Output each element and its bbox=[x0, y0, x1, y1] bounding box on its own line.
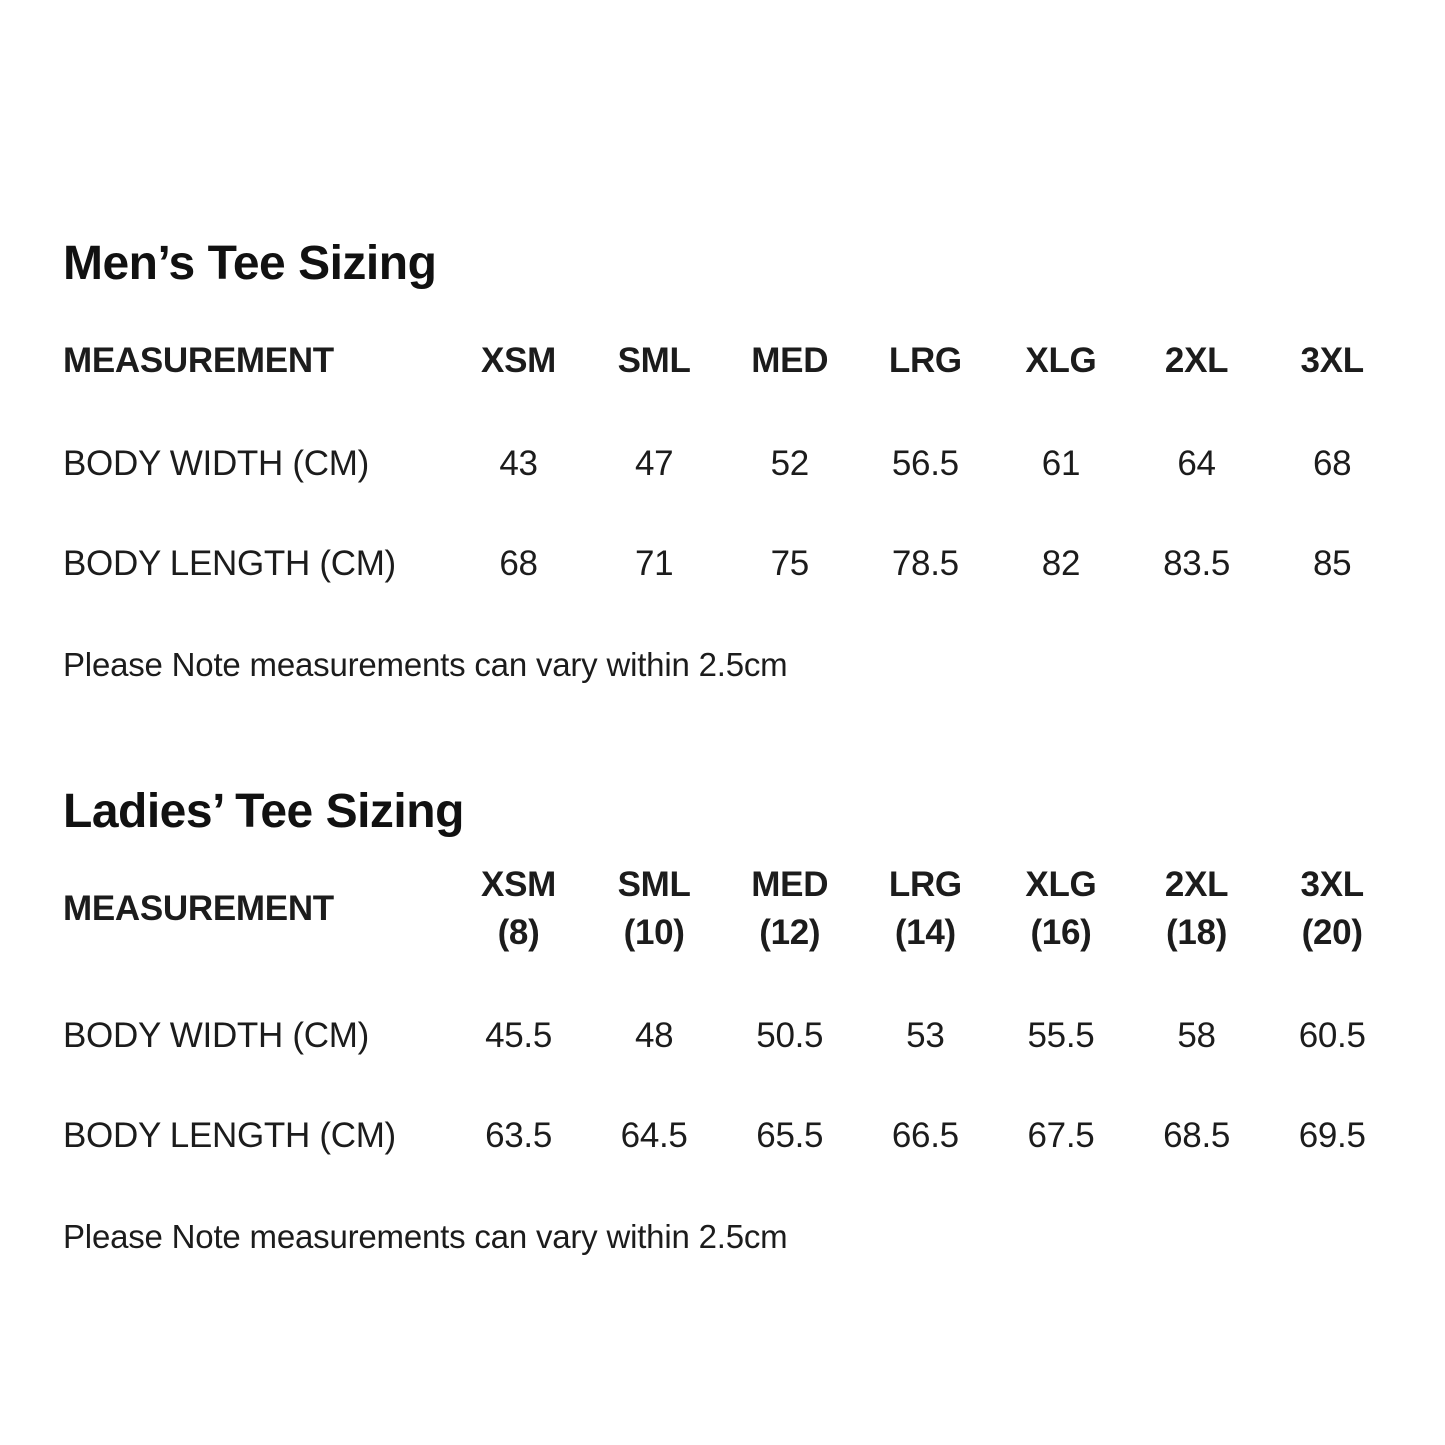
size-value: 47 bbox=[634, 444, 674, 484]
mens-size-header-lrg: LRG bbox=[888, 341, 962, 380]
ladies-note-text: Please Note measurements can vary within 2.5cm bbox=[63, 1217, 788, 1255]
ladies-size-header-xlg bbox=[993, 861, 1129, 986]
size-label: 3XL bbox=[1300, 865, 1364, 905]
size-value: 52 bbox=[770, 444, 809, 484]
ladies-size-header-2xl bbox=[1129, 861, 1265, 986]
size-value: 68 bbox=[499, 544, 538, 584]
ladies-body-width-row bbox=[63, 986, 1400, 1086]
mens-body-width-row bbox=[63, 414, 1400, 514]
ladies-size-header-xsm bbox=[451, 861, 587, 986]
size-value: 69.5 bbox=[1298, 1115, 1366, 1155]
mens-sizing-title: Men’s Tee Sizing bbox=[63, 237, 437, 290]
mens-size-header-xlg: XLG bbox=[1025, 341, 1097, 380]
size-value: 53 bbox=[906, 1015, 945, 1055]
size-value: 65.5 bbox=[756, 1115, 824, 1155]
size-value: 55.5 bbox=[1027, 1015, 1095, 1055]
size-value: 45.5 bbox=[485, 1015, 552, 1055]
size-value: 64 bbox=[1177, 444, 1216, 484]
mens-size-header-xsm: XSM bbox=[481, 341, 556, 380]
mens-size-header-3xl: 3XL bbox=[1300, 341, 1364, 380]
size-label: LRG bbox=[888, 865, 962, 905]
ladies-size-header-lrg bbox=[858, 861, 994, 986]
size-label: SML bbox=[617, 865, 691, 905]
mens-size-header-med: MED bbox=[751, 341, 829, 380]
size-value: 68 bbox=[1313, 444, 1352, 484]
ladies-sizing-title: Ladies’ Tee Sizing bbox=[63, 785, 464, 839]
size-sub-label: (12) bbox=[759, 912, 821, 952]
row-label: BODY WIDTH (CM) bbox=[63, 1015, 369, 1055]
ladies-header-row bbox=[63, 861, 1400, 986]
size-label: 2XL bbox=[1164, 865, 1229, 905]
size-value: 83.5 bbox=[1163, 544, 1231, 584]
ladies-size-header-sml bbox=[586, 861, 722, 986]
size-value: 58 bbox=[1177, 1015, 1216, 1055]
row-label: BODY WIDTH (CM) bbox=[63, 444, 369, 484]
ladies-measurement-header: MEASUREMENT bbox=[63, 888, 334, 928]
size-value: 61 bbox=[1041, 444, 1081, 484]
ladies-size-header-3xl bbox=[1264, 861, 1400, 986]
size-sub-label: (14) bbox=[894, 912, 956, 952]
size-value: 71 bbox=[634, 544, 674, 584]
size-value: 56.5 bbox=[891, 444, 959, 484]
size-value: 66.5 bbox=[891, 1115, 959, 1155]
mens-body-length-row bbox=[63, 514, 1400, 614]
size-value: 63.5 bbox=[485, 1115, 552, 1155]
size-value: 78.5 bbox=[891, 544, 959, 584]
size-value: 64.5 bbox=[620, 1115, 688, 1155]
size-sub-label: (16) bbox=[1030, 912, 1092, 952]
size-label: MED bbox=[751, 865, 829, 905]
ladies-sizing-table bbox=[63, 861, 1400, 1186]
size-sub-label: (20) bbox=[1301, 912, 1363, 952]
mens-note-text: Please Note measurements can vary within 2.5cm bbox=[63, 646, 788, 684]
mens-size-header-sml: SML bbox=[617, 341, 691, 380]
mens-header-row bbox=[63, 337, 1400, 414]
ladies-size-header-med bbox=[722, 861, 858, 986]
size-label: XLG bbox=[1025, 865, 1097, 905]
mens-sizing-table bbox=[63, 337, 1400, 614]
size-value: 43 bbox=[499, 444, 538, 484]
size-value: 68.5 bbox=[1163, 1115, 1231, 1155]
size-sub-label: (8) bbox=[497, 912, 540, 952]
size-value: 75 bbox=[770, 544, 809, 584]
ladies-sizing-section bbox=[63, 784, 1400, 1256]
size-sub-label: (10) bbox=[623, 912, 685, 952]
mens-size-header-2xl: 2XL bbox=[1164, 341, 1229, 380]
row-label: BODY LENGTH (CM) bbox=[63, 1115, 396, 1155]
mens-measurement-header: MEASUREMENT bbox=[63, 341, 334, 380]
size-value: 60.5 bbox=[1298, 1015, 1366, 1055]
size-value: 85 bbox=[1313, 544, 1352, 584]
size-value: 82 bbox=[1041, 544, 1081, 584]
mens-sizing-section bbox=[63, 236, 1400, 684]
size-value: 48 bbox=[634, 1015, 674, 1055]
row-label: BODY LENGTH (CM) bbox=[63, 544, 396, 584]
size-value: 67.5 bbox=[1027, 1115, 1095, 1155]
size-label: XSM bbox=[481, 865, 556, 905]
size-sub-label: (18) bbox=[1166, 912, 1228, 952]
size-value: 50.5 bbox=[756, 1015, 824, 1055]
ladies-body-length-row bbox=[63, 1086, 1400, 1186]
